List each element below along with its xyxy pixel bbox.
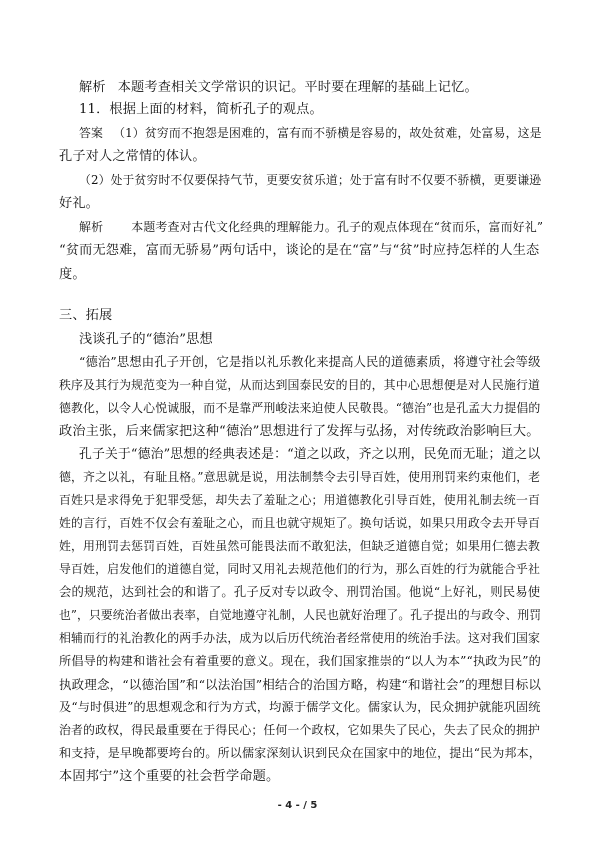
article-line-16: 及“与时俱进”的思想观念和行为方式，均源于儒学文化。儒家认为，民众拥护就能巩固统 <box>59 700 541 714</box>
article-line-4: 政治主张，后来儒家把这种“德治”思想进行了发挥与弘扬，对传统政治影响巨大。 <box>59 424 540 439</box>
analysis2-line-1 <box>79 219 543 236</box>
article-line-15: 执政理念，“以德治国”和“以法治国”相结合的治国方略，构建“和谐社会”的理想目标以 <box>59 677 541 692</box>
article-line-9: 姓，用刑罚去惩罚百姓，百姓虽然可能畏法而不敢犯法，但缺乏道德自觉；如果用仁德去教 <box>59 539 540 553</box>
article-line-6: 德，齐之以礼，有耻且格。”意思就是说，用法制禁令去引导百姓，使用刑罚来约束他们，老 <box>59 470 541 484</box>
analysis2-text: 本题考查对古代文化经典的理解能力。孔子的观点体现在“贫而乐，富而好礼” <box>131 220 544 234</box>
article-line-10: 导百姓，启发他们的道德自觉，同时又用礼去规范他们的行为，那么百姓的行为就能合乎社 <box>59 562 540 576</box>
article-line-14: 所倡导的构建和谐社会有着重要的意义。现在，我们国家推崇的“以人为本”“执政为民”的 <box>59 654 542 668</box>
answer-line-1 <box>79 125 542 142</box>
article-line-13: 相辅而行的礼治教化的两手办法，成为以后历代统治者经常使用的统治手法。这对我们国家 <box>59 631 540 645</box>
article-line-1: “德治”思想由孔子开创，它是指以礼乐教化来提高人民的道德素质，将遵守社会等级 <box>79 355 541 369</box>
article-line-11: 会的规范，达到社会的和谐了。孔子反对专以政令、刑罚治国。他说“上好礼，则民易使 <box>59 585 541 599</box>
answer-line-2: 孔子对人之常情的体认。 <box>59 149 206 164</box>
analysis2-line-3: 度。 <box>59 267 86 282</box>
question-11: 11．根据上面的材料，简析孔子的观点。 <box>79 102 323 117</box>
section-heading: 三、拓展 <box>59 308 113 323</box>
article-line-3: 德教化，以令人心悦诚服，而不是靠严刑峻法来迫使人民敬畏。“德治”也是孔孟大力提倡的 <box>59 401 541 415</box>
page-number: - 4 - / 5 <box>277 800 318 811</box>
article-title: 浅谈孔子的“德治”思想 <box>79 332 213 347</box>
article-line-17: 治者的政权，得民最重要在于得民心；任何一个政权，它如果失了民心，失去了民众的拥护 <box>59 723 540 737</box>
analysis2-label: 解析 <box>79 220 104 234</box>
answer-label: 答案 <box>79 126 104 140</box>
answer-line-3: （2）处于贫穷时不仅要保持气节，更要安贫乐道；处于富有时不仅要不骄横，更要谦逊 <box>79 173 542 187</box>
analysis-line <box>79 79 478 96</box>
analysis-text: 本题考查相关文学常识的识记。平时要在理解的基础上记忆。 <box>117 80 478 95</box>
analysis-label: 解析 <box>79 80 106 95</box>
analysis2-line-2: “贫而无怨难，富而无骄易”两句话中，谈论的是在“富”与“贫”时应持怎样的人生态 <box>59 243 540 258</box>
article-line-2: 秩序及其行为规范变为一种自觉，从而达到国泰民安的目的，其中心思想便是对人民施行道 <box>59 378 540 392</box>
article-line-7: 百姓只是求得免于犯罪受惩，却失去了羞耻之心；用道德教化引导百姓，使用礼制去统一百 <box>59 493 540 507</box>
article-line-12: 也”，只要统治者做出表率，自觉地遵守礼制，人民也就好治理了。孔子提出的与政令、刑罚 <box>59 608 542 622</box>
article-line-19: 本固邦宁”这个重要的社会哲学命题。 <box>59 769 280 784</box>
article-line-5: 孔子关于“德治”思想的经典表述是：“道之以政，齐之以刑，民免而无耻；道之以 <box>79 447 541 462</box>
article-line-8: 姓的言行，百姓不仅会有羞耻之心，而且也就守规矩了。换句话说，如果只用政令去开导百 <box>59 516 540 530</box>
answer-p1-l1: （1）贫穷而不抱怨是困难的，富有而不骄横是容易的，故处贫难，处富易，这是 <box>113 126 542 140</box>
article-line-18: 和支持，是早晚都要垮台的。所以儒家深刻认识到民众在国家中的地位，提出“民为邦本， <box>59 746 541 760</box>
answer-line-4: 好礼。 <box>59 196 100 211</box>
